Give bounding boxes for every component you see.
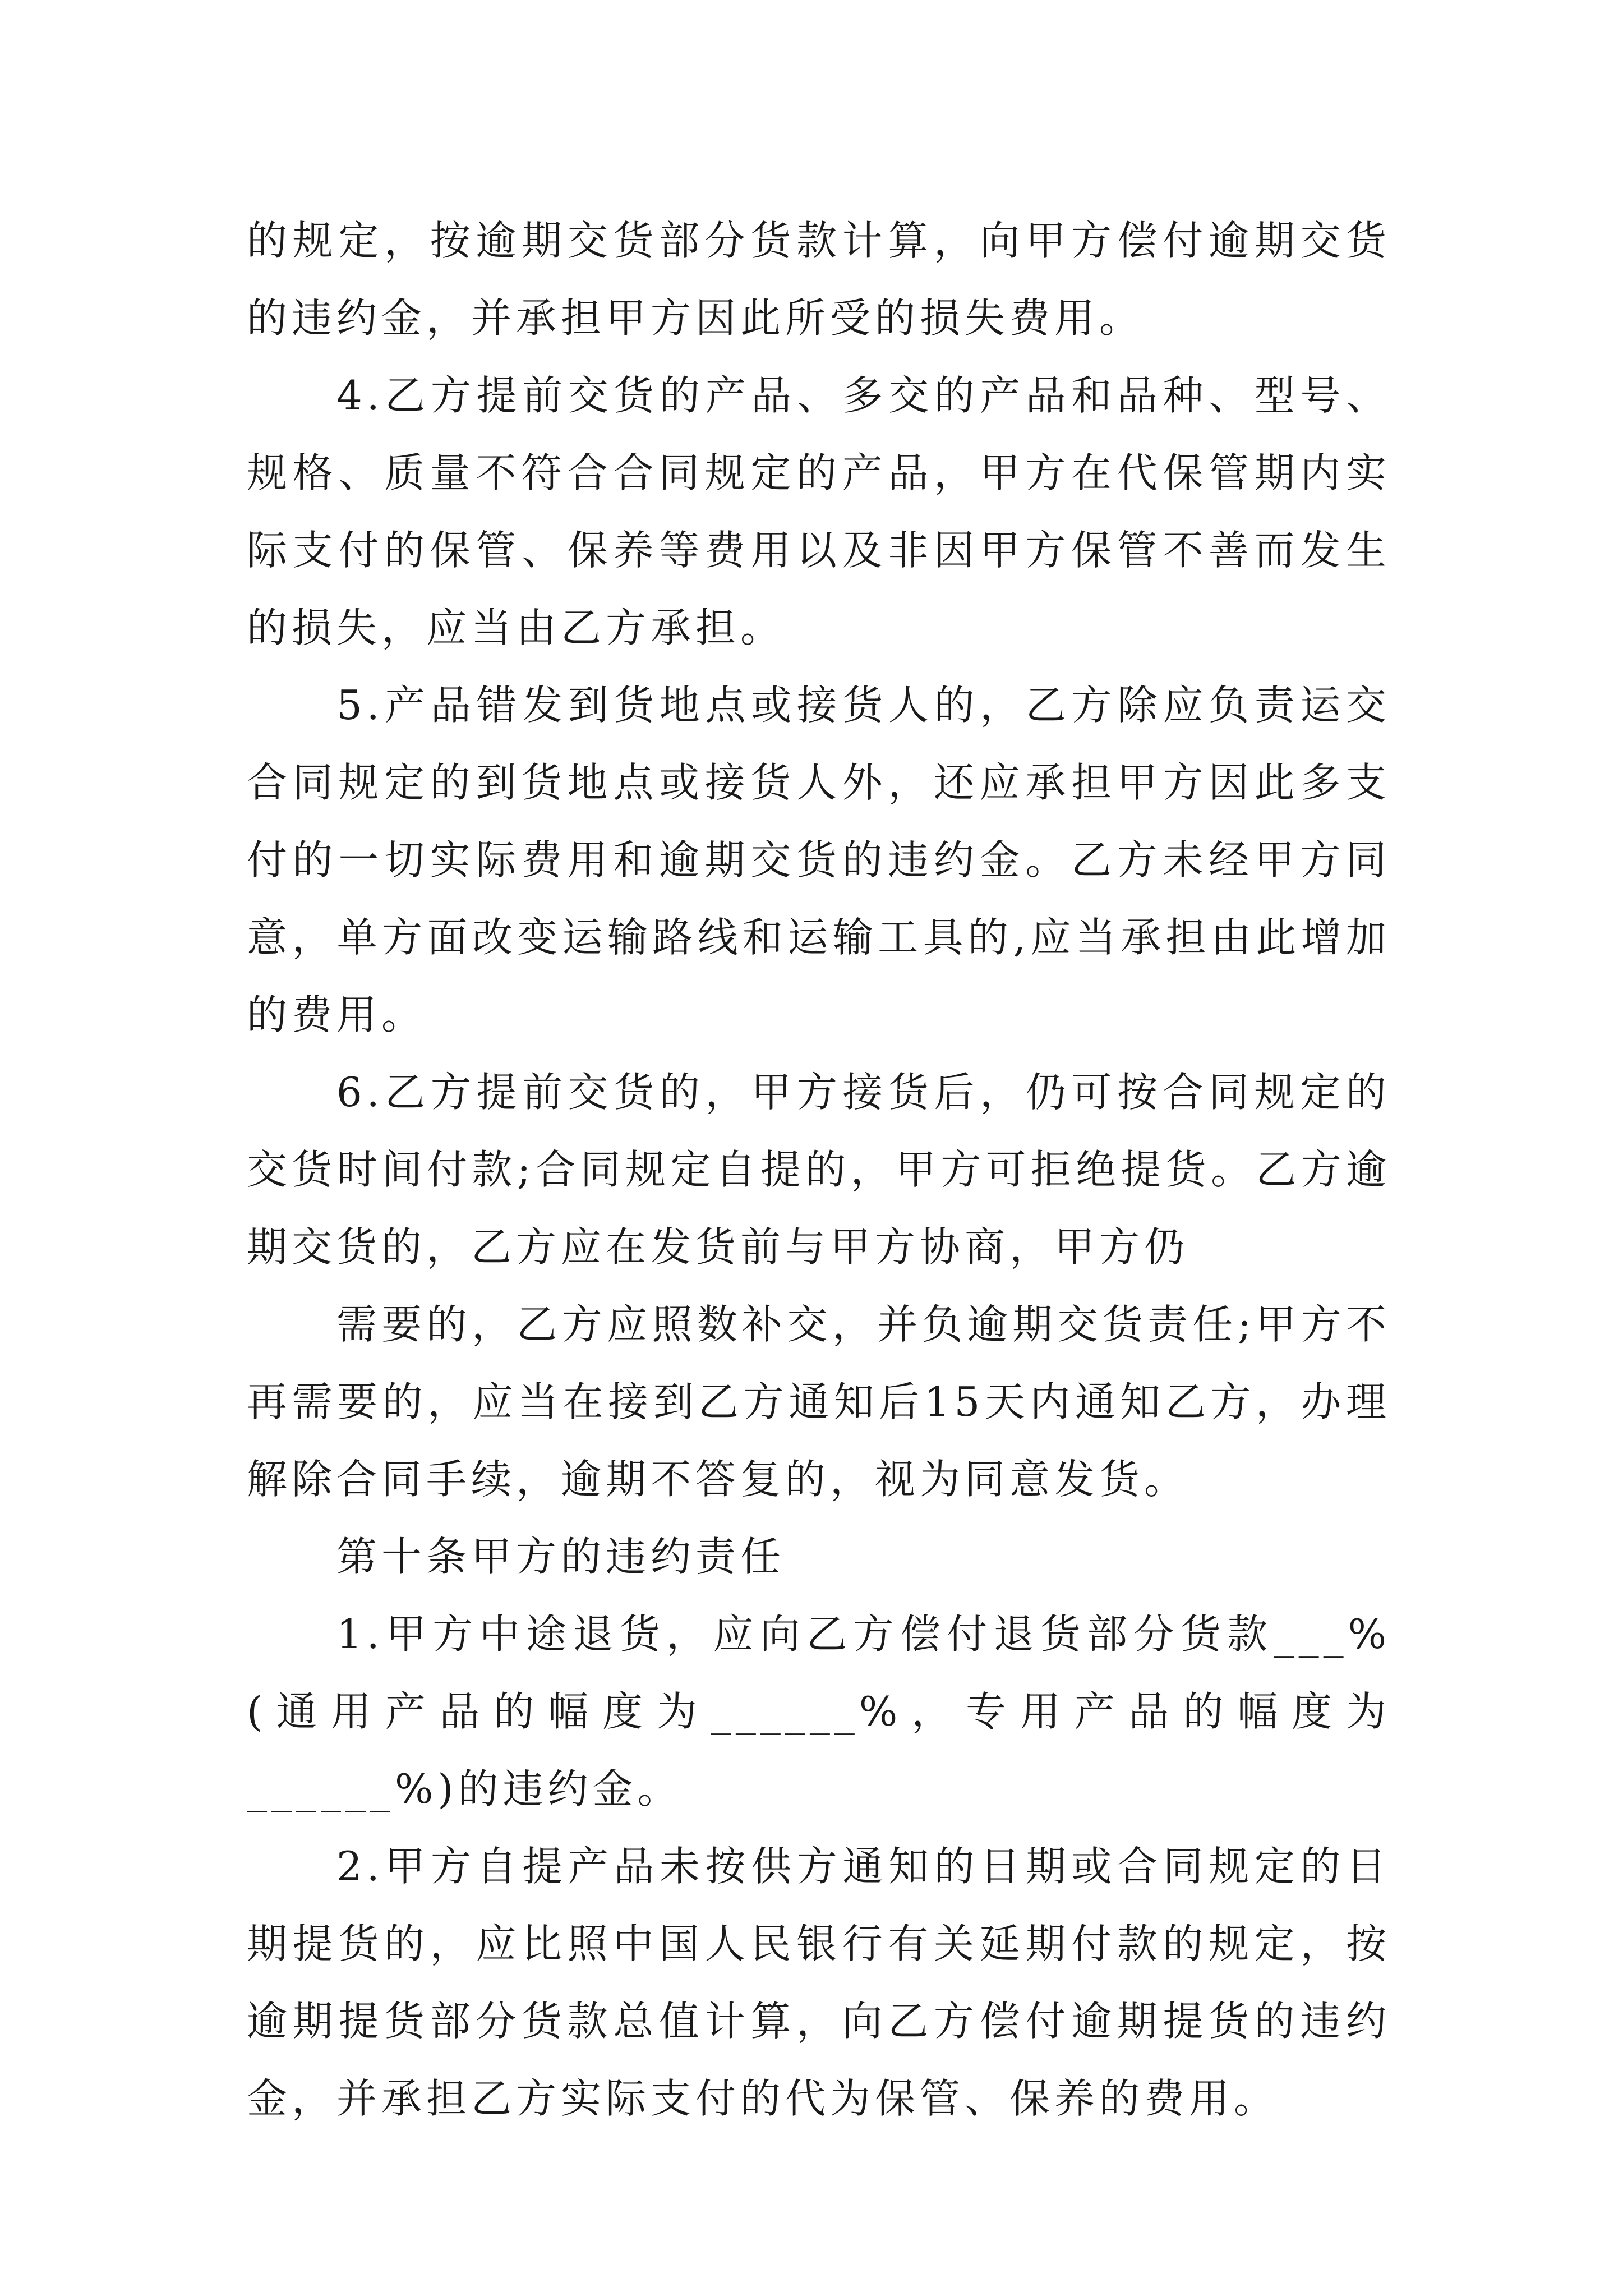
- paragraph-article-10-item-1: 1.甲方中途退货，应向乙方偿付退货部分货款___%(通用产品的幅度为______%，专用产品的幅度为______%)的违约金。: [247, 1611, 1391, 1812]
- paragraph-item-6-continued: 需要的，乙方应照数补交，并负逾期交货责任;甲方不再需要的，应当在接到乙方通知后15天内通知乙方，办理解除合同手续，逾期不答复的，视为同意发货。: [247, 1301, 1391, 1503]
- section-heading-article-10: 第十条甲方的违约责任: [336, 1533, 786, 1580]
- paragraph-article-10-item-2: 2.甲方自提产品未按供方通知的日期或合同规定的日期提货的，应比照中国人民银行有关延期付款的规定，按逾期提货部分货款总值计算，向乙方偿付逾期提货的违约金，并承担乙方实际支付的代为保管、保养的费用。: [247, 1843, 1391, 2122]
- paragraph-item-6: 6.乙方提前交货的，甲方接货后，仍可按合同规定的交货时间付款;合同规定自提的，甲方可拒绝提货。乙方逾期交货的，乙方应在发货前与甲方协商，甲方仍: [247, 1069, 1391, 1271]
- paragraph-continuation: 的规定，按逾期交货部分货款计算，向甲方偿付逾期交货的违约金，并承担甲方因此所受的损失费用。: [247, 217, 1391, 342]
- paragraph-item-4: 4.乙方提前交货的产品、多交的产品和品种、型号、规格、质量不符合合同规定的产品，甲方在代保管期内实际支付的保管、保养等费用以及非因甲方保管不善而发生的损失，应当由乙方承担。: [247, 372, 1391, 651]
- document-body: [247, 202, 1391, 2137]
- paragraph-item-5: 5.产品错发到货地点或接货人的，乙方除应负责运交合同规定的到货地点或接货人外，还应承担甲方因此多支付的一切实际费用和逾期交货的违约金。乙方未经甲方同意，单方面改变运输路线和运输工具的,应当承担由此增加的费用。: [247, 682, 1391, 1038]
